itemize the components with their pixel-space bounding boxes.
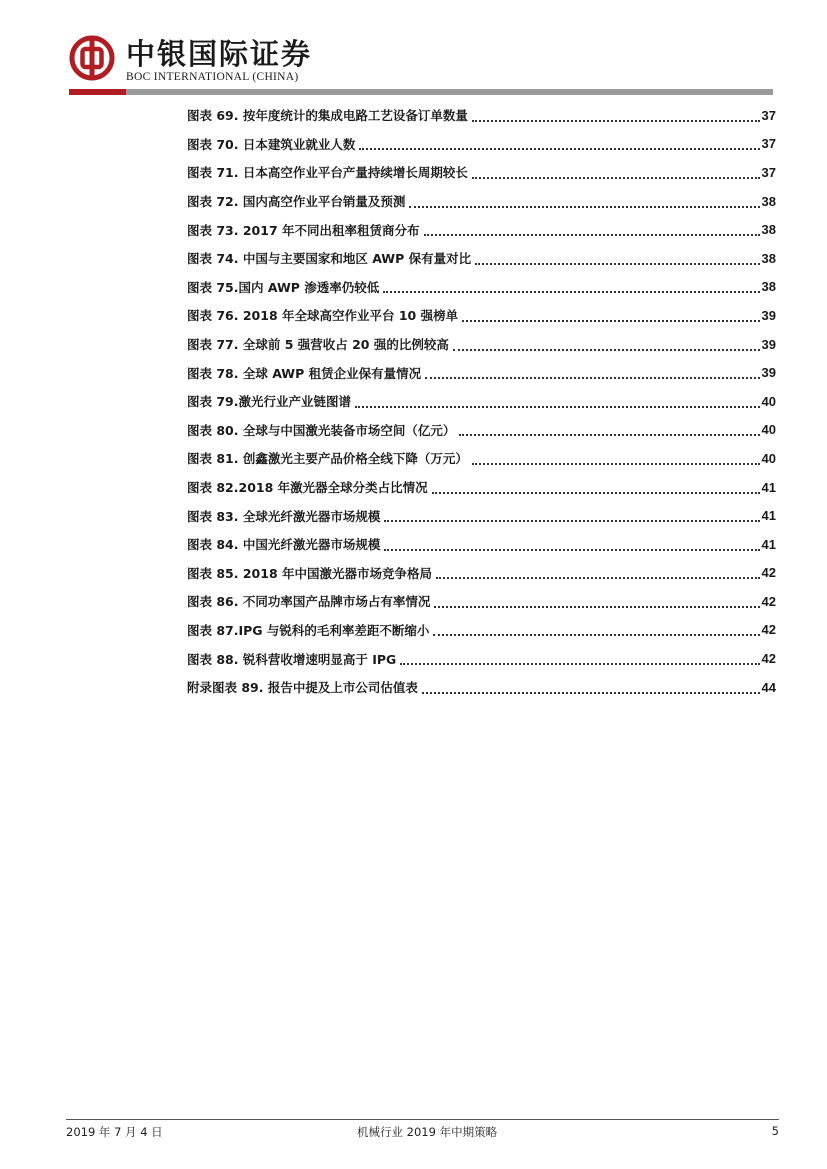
toc-entry-page[interactable]: 38	[761, 279, 776, 295]
toc-entry-page[interactable]: 44	[761, 679, 776, 695]
table-of-figures	[187, 101, 776, 701]
toc-dot-leader	[384, 519, 759, 522]
toc-entry[interactable]	[187, 530, 776, 559]
toc-dot-leader	[453, 348, 760, 351]
toc-entry-title[interactable]: 图表 75.国内 AWP 渗透率仍较低	[187, 279, 380, 295]
footer-page-number: 5	[771, 1124, 779, 1138]
toc-entry-title[interactable]: 图表 79.激光行业产业链图谱	[187, 394, 351, 410]
toc-entry-title[interactable]: 图表 81. 创鑫激光主要产品价格全线下降（万元）	[187, 451, 468, 467]
toc-entry-page[interactable]: 42	[761, 593, 776, 609]
toc-dot-leader	[400, 662, 759, 665]
toc-entry[interactable]	[187, 444, 776, 473]
toc-entry[interactable]	[187, 158, 776, 187]
toc-entry-page[interactable]: 38	[761, 250, 776, 266]
toc-entry[interactable]	[187, 330, 776, 359]
brand-name-chinese: 中银国际证券	[126, 37, 313, 71]
toc-entry-title[interactable]: 图表 70. 日本建筑业就业人数	[187, 136, 356, 152]
toc-entry-page[interactable]: 40	[761, 393, 776, 409]
toc-dot-leader	[459, 433, 759, 436]
toc-entry-title[interactable]: 图表 88. 锐科营收增速明显高于 IPG	[187, 651, 397, 667]
toc-entry-page[interactable]: 42	[761, 622, 776, 638]
footer-date: 2019 年 7 月 4 日	[66, 1125, 163, 1139]
toc-dot-leader	[432, 491, 760, 494]
brand-name-english: BOC INTERNATIONAL (CHINA)	[126, 71, 299, 83]
page-header	[0, 0, 827, 100]
toc-entry-page[interactable]: 42	[761, 565, 776, 581]
bank-of-china-logo-icon	[69, 35, 115, 81]
toc-dot-leader	[424, 233, 760, 236]
toc-entry-title[interactable]: 图表 85. 2018 年中国激光器市场竞争格局	[187, 565, 432, 581]
toc-entry[interactable]	[187, 215, 776, 244]
toc-entry-page[interactable]: 41	[761, 508, 776, 524]
toc-entry-page[interactable]: 42	[761, 651, 776, 667]
toc-entry-title[interactable]: 图表 80. 全球与中国激光装备市场空间（亿元）	[187, 422, 456, 438]
toc-dot-leader	[472, 176, 760, 179]
toc-dot-leader	[409, 205, 759, 208]
toc-entry[interactable]	[187, 130, 776, 159]
toc-dot-leader	[472, 462, 760, 465]
toc-entry-page[interactable]: 38	[761, 222, 776, 238]
toc-dot-leader	[384, 548, 759, 551]
toc-entry-page[interactable]: 41	[761, 479, 776, 495]
toc-entry-title[interactable]: 图表 69. 按年度统计的集成电路工艺设备订单数量	[187, 108, 468, 124]
toc-dot-leader	[422, 691, 760, 694]
toc-entry[interactable]	[187, 501, 776, 530]
toc-entry-title[interactable]: 图表 72. 国内高空作业平台销量及预测	[187, 194, 406, 210]
toc-entry-title[interactable]: 图表 76. 2018 年全球高空作业平台 10 强榜单	[187, 308, 459, 324]
toc-dot-leader	[462, 319, 759, 322]
toc-entry-title[interactable]: 图表 77. 全球前 5 强营收占 20 强的比例较高	[187, 337, 449, 353]
toc-dot-leader	[434, 605, 759, 608]
toc-entry-title[interactable]: 图表 84. 中国光纤激光器市场规模	[187, 537, 381, 553]
toc-entry-title[interactable]: 图表 82.2018 年激光器全球分类占比情况	[187, 480, 428, 496]
toc-dot-leader	[475, 262, 759, 265]
toc-entry[interactable]	[187, 587, 776, 616]
toc-entry-title[interactable]: 图表 78. 全球 AWP 租赁企业保有量情况	[187, 365, 422, 381]
toc-entry-page[interactable]: 39	[761, 365, 776, 381]
toc-entry[interactable]	[187, 244, 776, 273]
toc-entry-title[interactable]: 图表 73. 2017 年不同出租率租赁商分布	[187, 222, 420, 238]
toc-entry-page[interactable]: 39	[761, 336, 776, 352]
toc-entry-title[interactable]: 图表 71. 日本高空作业平台产量持续增长周期较长	[187, 165, 468, 181]
toc-entry-title[interactable]: 图表 86. 不同功率国产品牌市场占有率情况	[187, 594, 431, 610]
toc-dot-leader	[425, 376, 759, 379]
toc-entry-page[interactable]: 40	[761, 422, 776, 438]
toc-entry[interactable]	[187, 616, 776, 645]
toc-entry[interactable]	[187, 673, 776, 702]
header-rule-gray	[126, 89, 773, 95]
toc-entry[interactable]	[187, 273, 776, 302]
toc-entry-title[interactable]: 图表 74. 中国与主要国家和地区 AWP 保有量对比	[187, 251, 472, 267]
header-rule-red	[69, 89, 126, 95]
toc-dot-leader	[433, 633, 759, 636]
toc-entry[interactable]	[187, 644, 776, 673]
toc-entry[interactable]	[187, 101, 776, 130]
toc-entry-page[interactable]: 37	[761, 107, 776, 123]
toc-entry[interactable]	[187, 559, 776, 588]
toc-dot-leader	[359, 147, 759, 150]
toc-dot-leader	[355, 405, 760, 408]
toc-entry-title[interactable]: 附录图表 89. 报告中提及上市公司估值表	[187, 680, 418, 696]
toc-dot-leader	[472, 119, 760, 122]
toc-entry[interactable]	[187, 358, 776, 387]
toc-entry[interactable]	[187, 301, 776, 330]
footer-rule	[66, 1119, 779, 1120]
toc-entry-page[interactable]: 38	[761, 193, 776, 209]
toc-entry[interactable]	[187, 416, 776, 445]
toc-entry-title[interactable]: 图表 87.IPG 与锐科的毛利率差距不断缩小	[187, 622, 430, 638]
toc-entry[interactable]	[187, 187, 776, 216]
toc-entry[interactable]	[187, 473, 776, 502]
toc-entry-page[interactable]: 41	[761, 536, 776, 552]
toc-entry-page[interactable]: 39	[761, 307, 776, 323]
footer-report-title: 机械行业 2019 年中期策略	[357, 1125, 498, 1139]
toc-entry-page[interactable]: 37	[761, 136, 776, 152]
toc-entry-title[interactable]: 图表 83. 全球光纤激光器市场规模	[187, 508, 381, 524]
toc-entry[interactable]	[187, 387, 776, 416]
toc-entry-page[interactable]: 40	[761, 450, 776, 466]
toc-entry-page[interactable]: 37	[761, 164, 776, 180]
toc-dot-leader	[436, 576, 760, 579]
toc-dot-leader	[383, 290, 759, 293]
